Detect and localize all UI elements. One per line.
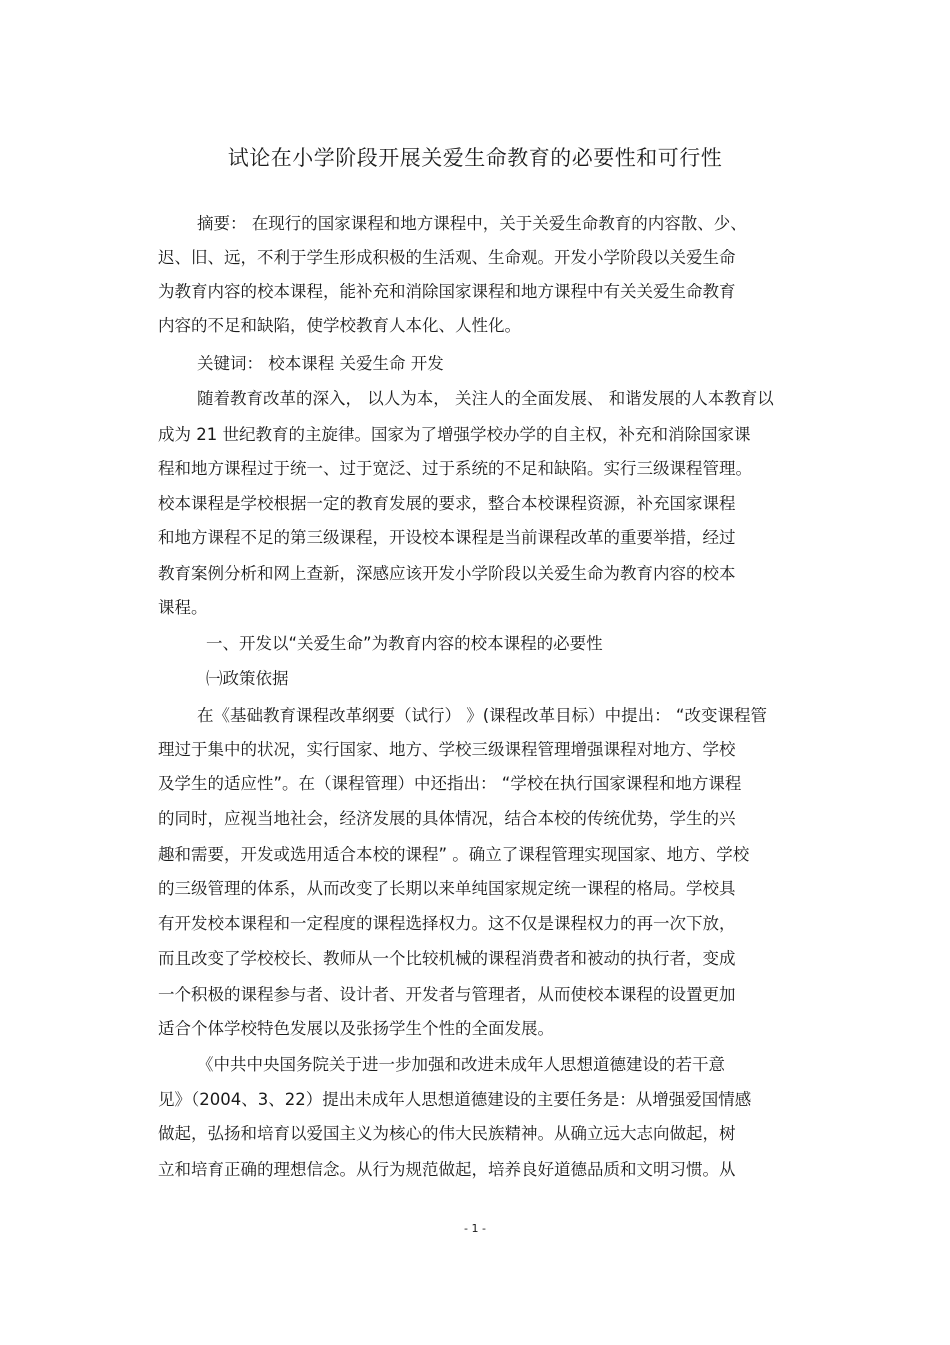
paragraph-line: 在《基础教育课程改革纲要（试行） 》(课程改革目标）中提出： “改变课程管 — [197, 706, 767, 725]
abstract-line-2: 迟、旧、远，不利于学生形成积极的生活观、生命观。开发小学阶段以关爱生命 — [158, 248, 736, 267]
paragraph-line: 教育案例分析和网上查新，深感应该开发小学阶段以关爱生命为教育内容的校本 — [158, 564, 736, 583]
paragraph-line: 和地方课程不足的第三级课程，开设校本课程是当前课程改革的重要举措，经过 — [158, 528, 736, 547]
paragraph-line: 《中共中央国务院关于进一步加强和改进未成年人思想道德建设的若干意 — [197, 1055, 725, 1074]
paragraph-line: 的三级管理的体系，从而改变了长期以来单纯国家规定统一课程的格局。学校具 — [158, 879, 736, 898]
paragraph-line: 而且改变了学校校长、教师从一个比较机械的课程消费者和被动的执行者，变成 — [158, 949, 736, 968]
paragraph-line: 有开发校本课程和一定程度的课程选择权力。这不仅是课程权力的再一次下放， — [158, 914, 736, 933]
paragraph-line: 课程。 — [158, 598, 208, 617]
abstract-line-1: 摘要： 在现行的国家课程和地方课程中，关于关爱生命教育的内容散、少、 — [197, 214, 747, 233]
paragraph-line: 做起，弘扬和培育以爱国主义为核心的伟大民族精神。从确立远大志向做起，树 — [158, 1124, 736, 1143]
keywords-line: 关键词： 校本课程 关爱生命 开发 — [197, 354, 444, 373]
paragraph-line: 趣和需要，开发或选用适合本校的课程” 。确立了课程管理实现国家、地方、学校 — [158, 845, 750, 864]
abstract-line-4: 内容的不足和缺陷，使学校教育人本化、人性化。 — [158, 316, 521, 335]
paragraph-line: 及学生的适应性”。在（课程管理）中还指出： “学校在执行国家课程和地方课程 — [158, 774, 742, 793]
paragraph-line: 成为 21 世纪教育的主旋律。国家为了增强学校办学的自主权，补充和消除国家课 — [158, 425, 751, 444]
page-number: - 1 - — [464, 1222, 486, 1235]
paragraph-line: 理过于集中的状况，实行国家、地方、学校三级课程管理增强课程对地方、学校 — [158, 740, 736, 759]
paragraph-line: 立和培育正确的理想信念。从行为规范做起，培养良好道德品质和文明习惯。从 — [158, 1160, 736, 1179]
paragraph-line: 适合个体学校特色发展以及张扬学生个性的全面发展。 — [158, 1019, 554, 1038]
abstract-line-3: 为教育内容的校本课程，能补充和消除国家课程和地方课程中有关关爱生命教育 — [158, 282, 736, 301]
paragraph-line: 程和地方课程过于统一、过于宽泛、过于系统的不足和缺陷。实行三级课程管理。 — [158, 459, 752, 478]
paragraph-line: 见》（2004、3、22）提出未成年人思想道德建设的主要任务是：从增强爱国情感 — [158, 1090, 752, 1109]
page-title: 试论在小学阶段开展关爱生命教育的必要性和可行性 — [227, 146, 723, 170]
paragraph-line: 校本课程是学校根据一定的教育发展的要求，整合本校课程资源，补充国家课程 — [158, 494, 736, 513]
paragraph-line: 的同时，应视当地社会，经济发展的具体情况，结合本校的传统优势，学生的兴 — [158, 809, 736, 828]
paragraph-line: 随着教育改革的深入， 以人为本， 关注人的全面发展、 和谐发展的人本教育以 — [197, 389, 774, 408]
subsection-heading: ㈠政策依据 — [206, 669, 289, 688]
paragraph-line: 一个积极的课程参与者、设计者、开发者与管理者，从而使校本课程的设置更加 — [158, 985, 736, 1004]
section-heading: 一、开发以“关爱生命”为教育内容的校本课程的必要性 — [206, 634, 603, 653]
